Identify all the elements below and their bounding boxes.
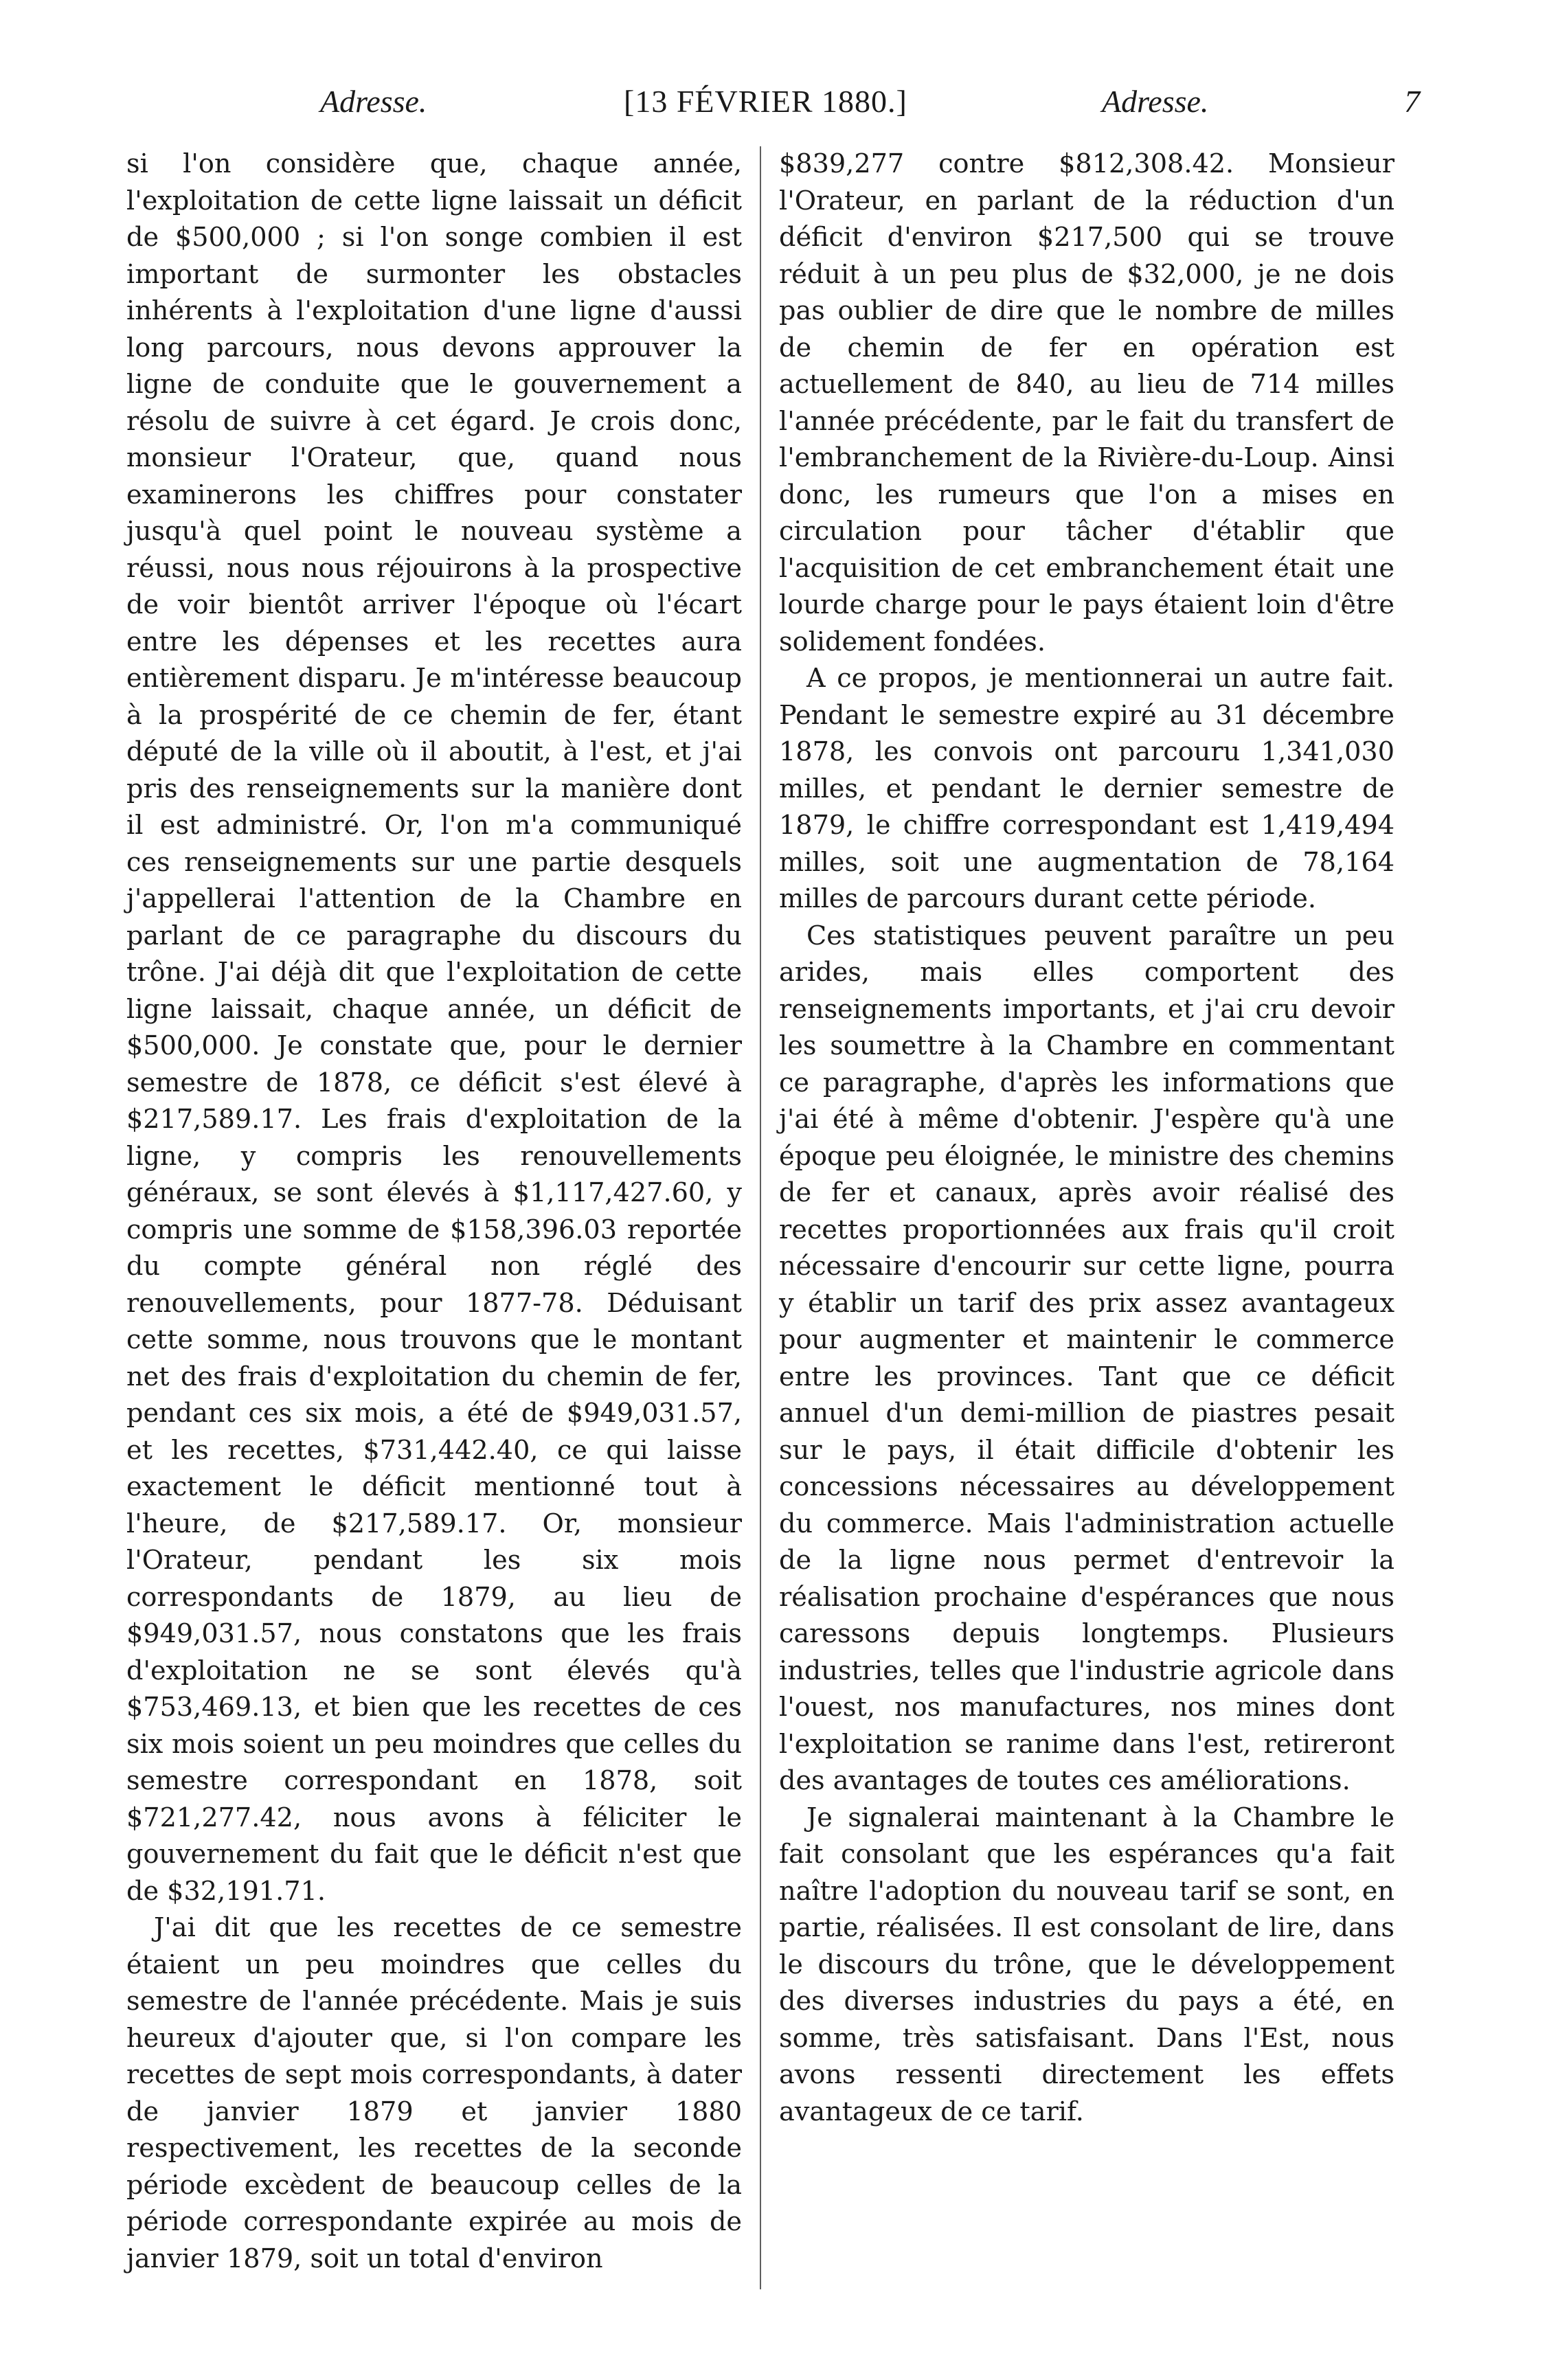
running-header-date: [13 FÉVRIER 1880.]: [624, 84, 907, 119]
right-column: [779, 146, 1394, 2131]
paragraph: J'ai dit que les recettes de ce semestre étaient un peu moindres que celles du semestre de l'année précédente. Mais je suis heureux d'ajouter que, si l'on compare les recettes de sept mois correspondants, à dater de janvier 1879 et janvier 1880 respectivement, les recettes de la seconde période excèdent de beaucoup celles de la période correspondante expirée au mois de janvier 1879, soit un total d'environ: [126, 1913, 742, 2274]
paragraph: $839,277 contre $812,308.42. Monsieur l'Orateur, en parlant de la réduction d'un déficit d'environ $217,500 qui se trouve réduit à un peu plus de $32,000, je ne dois pas oublier de dire que le nombre de milles de chemin de fer en opération est actuellement de 840, au lieu de 714 milles l'année précédente, par le fait du transfert de l'embranchement de la Rivière-du-Loup. Ainsi donc, les rumeurs que l'on a mises en circulation pour tâcher d'établir que l'acquisition de cet embranchement était une lourde charge pour le pays étaient loin d'être solidement fondées.: [779, 149, 1394, 657]
paragraph: A ce propos, je mentionnerai un autre fait. Pendant le semestre expiré au 31 décembre 1878, les convois ont parcouru 1,341,030 milles, et pendant le dernier semestre de 1879, le chiffre correspondant est 1,419,494 milles, soit une augmentation de 78,164 milles de parcours durant cette période.: [779, 664, 1394, 914]
paragraph: Ces statistiques peuvent paraître un peu arides, mais elles comportent des renseignements importants, et j'ai cru devoir les soumettre à la Chambre en commentant ce paragraphe, d'après les informations que j'ai été à même d'obtenir. J'espère qu'à une époque peu éloignée, le ministre des chemins de fer et canaux, après avoir réalisé des recettes proportionnées aux frais qu'il croit nécessaire d'encourir sur cette ligne, pourra y établir un tarif des prix assez avantageux pour augmenter et maintenir le commerce entre les provinces. Tant que ce déficit annuel d'un demi-million de piastres pesait sur le pays, il était difficile d'obtenir les concessions nécessaires au développement du commerce. Mais l'administration actuelle de la ligne nous permet d'entrevoir la réalisation prochaine d'espérances que nous caressons depuis longtemps. Plusieurs industries, telles que l'industrie agricole dans l'ouest, nos manufactures, nos mines dont l'exploitation se ranime dans l'est, retireront des avantages de toutes ces améliorations.: [779, 920, 1394, 1796]
running-header-left: Adresse.: [320, 84, 427, 119]
left-column: [126, 146, 742, 2278]
running-header-right: Adresse.: [1102, 84, 1209, 119]
paragraph: si l'on considère que, chaque année, l'exploitation de cette ligne laissait un déficit de $500,000 ; si l'on songe combien il est important de surmonter les obstacles inhérents à l'exploitation d'une ligne d'aussi long parcours, nous devons approuver la ligne de conduite que le gouvernement a résolu de suivre à cet égard. Je crois donc, monsieur l'Orateur, que, quand nous examinerons les chiffres pour constater jusqu'à quel point le nouveau système a réussi, nous nous réjouirons à la prospective de voir bientôt arriver l'époque où l'écart entre les dépenses et les recettes aura entièrement disparu. Je m'intéresse beaucoup à la prospérité de ce chemin de fer, étant député de la ville où il aboutit, à l'est, et j'ai pris des renseignements sur la manière dont il est administré. Or, l'on m'a communiqué ces renseignements sur une partie desquels j'appellerai l'attention de la Chambre en parlant de ce paragraphe du discours du trône. J'ai déjà dit que l'exploitation de cette ligne laissait, chaque année, un déficit de $500,000. Je constate que, pour le dernier semestre de 1878, ce déficit s'est élevé à $217,589.17. Les frais d'exploitation de la ligne, y compris les renouvellements généraux, se sont élevés à $1,117,427.60, y compris une somme de $158,396.03 reportée du compte général non réglé des renouvellements, pour 1877-78. Déduisant cette somme, nous trouvons que le montant net des frais d'exploitation du chemin de fer, pendant ces six mois, a été de $949,031.57, et les recettes, $731,442.40, ce qui laisse exactement le déficit mentionné tout à l'heure, de $217,589.17. Or, monsieur l'Orateur, pendant les six mois correspondants de 1879, au lieu de $949,031.57, nous constatons que les frais d'exploitation ne se sont élevés qu'à $753,469.13, et bien que les recettes de ces six mois soient un peu moindres que celles du semestre correspondant en 1878, soit $721,277.42, nous avons à féliciter le gouvernement du fait que le déficit n'est que de $32,191.71.: [126, 149, 742, 1907]
page-number: 7: [1404, 84, 1420, 119]
paragraph: Je signalerai maintenant à la Chambre le fait consolant que les espérances qu'a fait naître l'adoption du nouveau tarif se sont, en partie, réalisées. Il est consolant de lire, dans le discours du trône, que le développement des diverses industries du pays a été, en somme, très satisfaisant. Dans l'Est, nous avons ressenti directement les effets avantageux de ce tarif.: [779, 1802, 1394, 2127]
column-divider: [760, 146, 761, 2289]
